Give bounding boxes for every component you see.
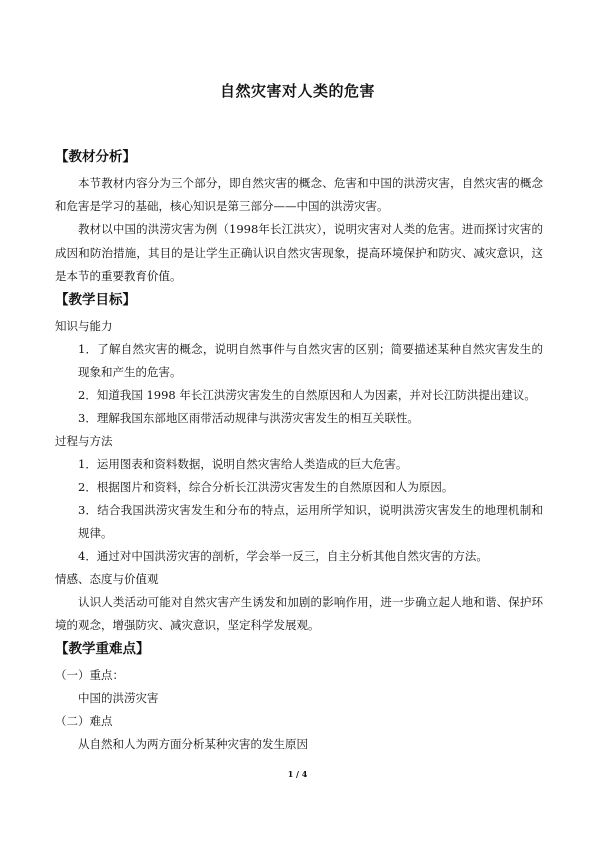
goal-item: 1．运用图表和资料数据，说明自然灾害给人类造成的巨大危害。 bbox=[78, 457, 408, 472]
goal-item: 4．通过对中国洪涝灾害的剖析，学会举一反三，自主分析其他自然灾害的方法。 bbox=[78, 549, 488, 564]
difficulty-text: 从自然和人为两方面分析某种灾害的发生原因 bbox=[78, 737, 308, 752]
page-title: 自然灾害对人类的危害 bbox=[219, 82, 375, 100]
section-heading-analysis: 【教材分析】 bbox=[55, 149, 136, 165]
analysis-paragraph-1: 本节教材内容分为三个部分，即自然灾害的概念、危害和中国的洪涝灾害，自然灾害的概念和危害是学习的基础，核心知识是第三部分——中国的洪涝灾害。 bbox=[55, 176, 543, 214]
page-number: 1 / 4 bbox=[287, 769, 308, 779]
goal-item: 1．了解自然灾害的概念，说明自然事件与自然灾害的区别；简要描述某种自然灾害发生的现象和产生的危害。 bbox=[78, 342, 543, 380]
analysis-paragraph-2: 教材以中国的洪涝灾害为例（1998年长江洪灾），说明灾害对人类的危害。进而探讨灾害的成因和防治措施，其目的是让学生正确认识自然灾害现象，提高环境保护和防灾、减灾意识，这是本节的重要教育价值。 bbox=[55, 222, 543, 283]
focus-label: （一）重点： bbox=[55, 668, 124, 683]
goal-item: 2．知道我国 1998 年长江洪涝灾害发生的自然原因和人为因素，并对长江防洪提出建议。 bbox=[78, 388, 536, 403]
goal-item: 3．结合我国洪涝灾害发生和分布的特点，运用所学知识，说明洪涝灾害发生的地理机制和规律。 bbox=[78, 503, 543, 541]
section-heading-goals: 【教学目标】 bbox=[55, 292, 136, 309]
section-heading-key-points: 【教学重难点】 bbox=[55, 641, 150, 658]
goal-group-knowledge: 知识与能力 bbox=[55, 319, 113, 334]
attitude-paragraph: 认识人类活动可能对自然灾害产生诱发和加剧的影响作用，进一步确立起人地和谐、保护环境的观念，增强防灾、减灾意识，坚定科学发展观。 bbox=[55, 595, 543, 633]
focus-text: 中国的洪涝灾害 bbox=[78, 691, 159, 706]
goal-item: 3．理解我国东部地区雨带活动规律与洪涝灾害发生的相互关联性。 bbox=[78, 411, 419, 426]
difficulty-label: （二）难点 bbox=[55, 714, 113, 729]
goal-item: 2．根据图片和资料，综合分析长江洪涝灾害发生的自然原因和人为原因。 bbox=[78, 480, 454, 495]
goal-group-process: 过程与方法 bbox=[55, 434, 113, 449]
goal-group-attitude: 情感、态度与价值观 bbox=[55, 572, 159, 587]
document-body bbox=[55, 146, 543, 756]
